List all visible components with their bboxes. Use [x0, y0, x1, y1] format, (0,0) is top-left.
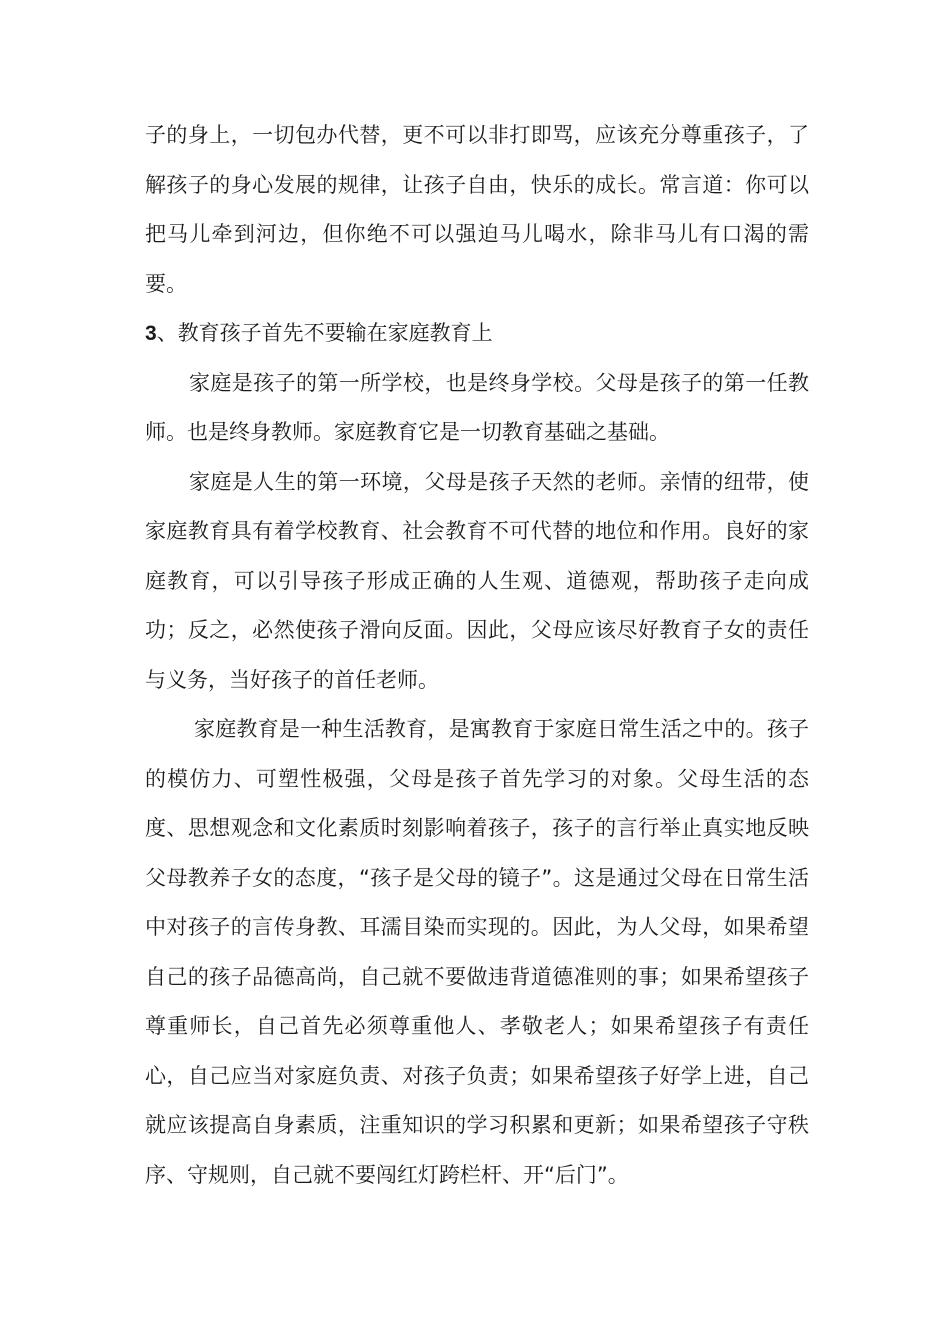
- paragraph-continuation: 子的身上，一切包办代替，更不可以非打即骂，应该充分尊重孩子，了解孩子的身心发展的规律，让孩子自由，快乐的成长。常言道：你可以把马儿牵到河边，但你绝不可以强迫马儿喝水，除非马儿有口渴的需要。: [145, 123, 809, 296]
- section-number: 3: [145, 322, 157, 345]
- paragraph-family-school: 家庭是孩子的第一所学校，也是终身学校。父母是孩子的第一任教师。也是终身教师。家庭教育它是一切教育基础之基础。: [145, 370, 809, 444]
- paragraph-family-environment: 家庭是人生的第一环境，父母是孩子天然的老师。亲情的纽带，使家庭教育具有着学校教育、社会教育不可代替的地位和作用。良好的家庭教育，可以引导孩子形成正确的人生观、道德观，帮助孩子走向成功；反之，必然使孩子滑向反面。因此，父母应该尽好教育子女的责任与义务，当好孩子的首任老师。: [145, 469, 809, 692]
- section-heading: [145, 309, 809, 359]
- document-body: [145, 111, 809, 1200]
- section-title: 、教育孩子首先不要输在家庭教育上: [156, 321, 493, 345]
- paragraph-life-education: 家庭教育是一种生活教育，是寓教育于家庭日常生活之中的。孩子的模仿力、可塑性极强，父母是孩子首先学习的对象。父母生活的态度、思想观念和文化素质时刻影响着孩子，孩子的言行举止真实地反映父母教养子女的态度，“孩子是父母的镜子”。这是通过父母在日常生活中对孩子的言传身教、耳濡目染而实现的。因此，为人父母，如果希望自己的孩子品德高尚，自己就不要做违背道德准则的事；如果希望孩子尊重师长，自己首先必须尊重他人、孝敬老人；如果希望孩子有责任心，自己应当对家庭负责、对孩子负责；如果希望孩子好学上进，自己就应该提高自身素质，注重知识的学习积累和更新；如果希望孩子守秩序、守规则，自己就不要闯红灯跨栏杆、开“后门”。: [145, 717, 809, 1187]
